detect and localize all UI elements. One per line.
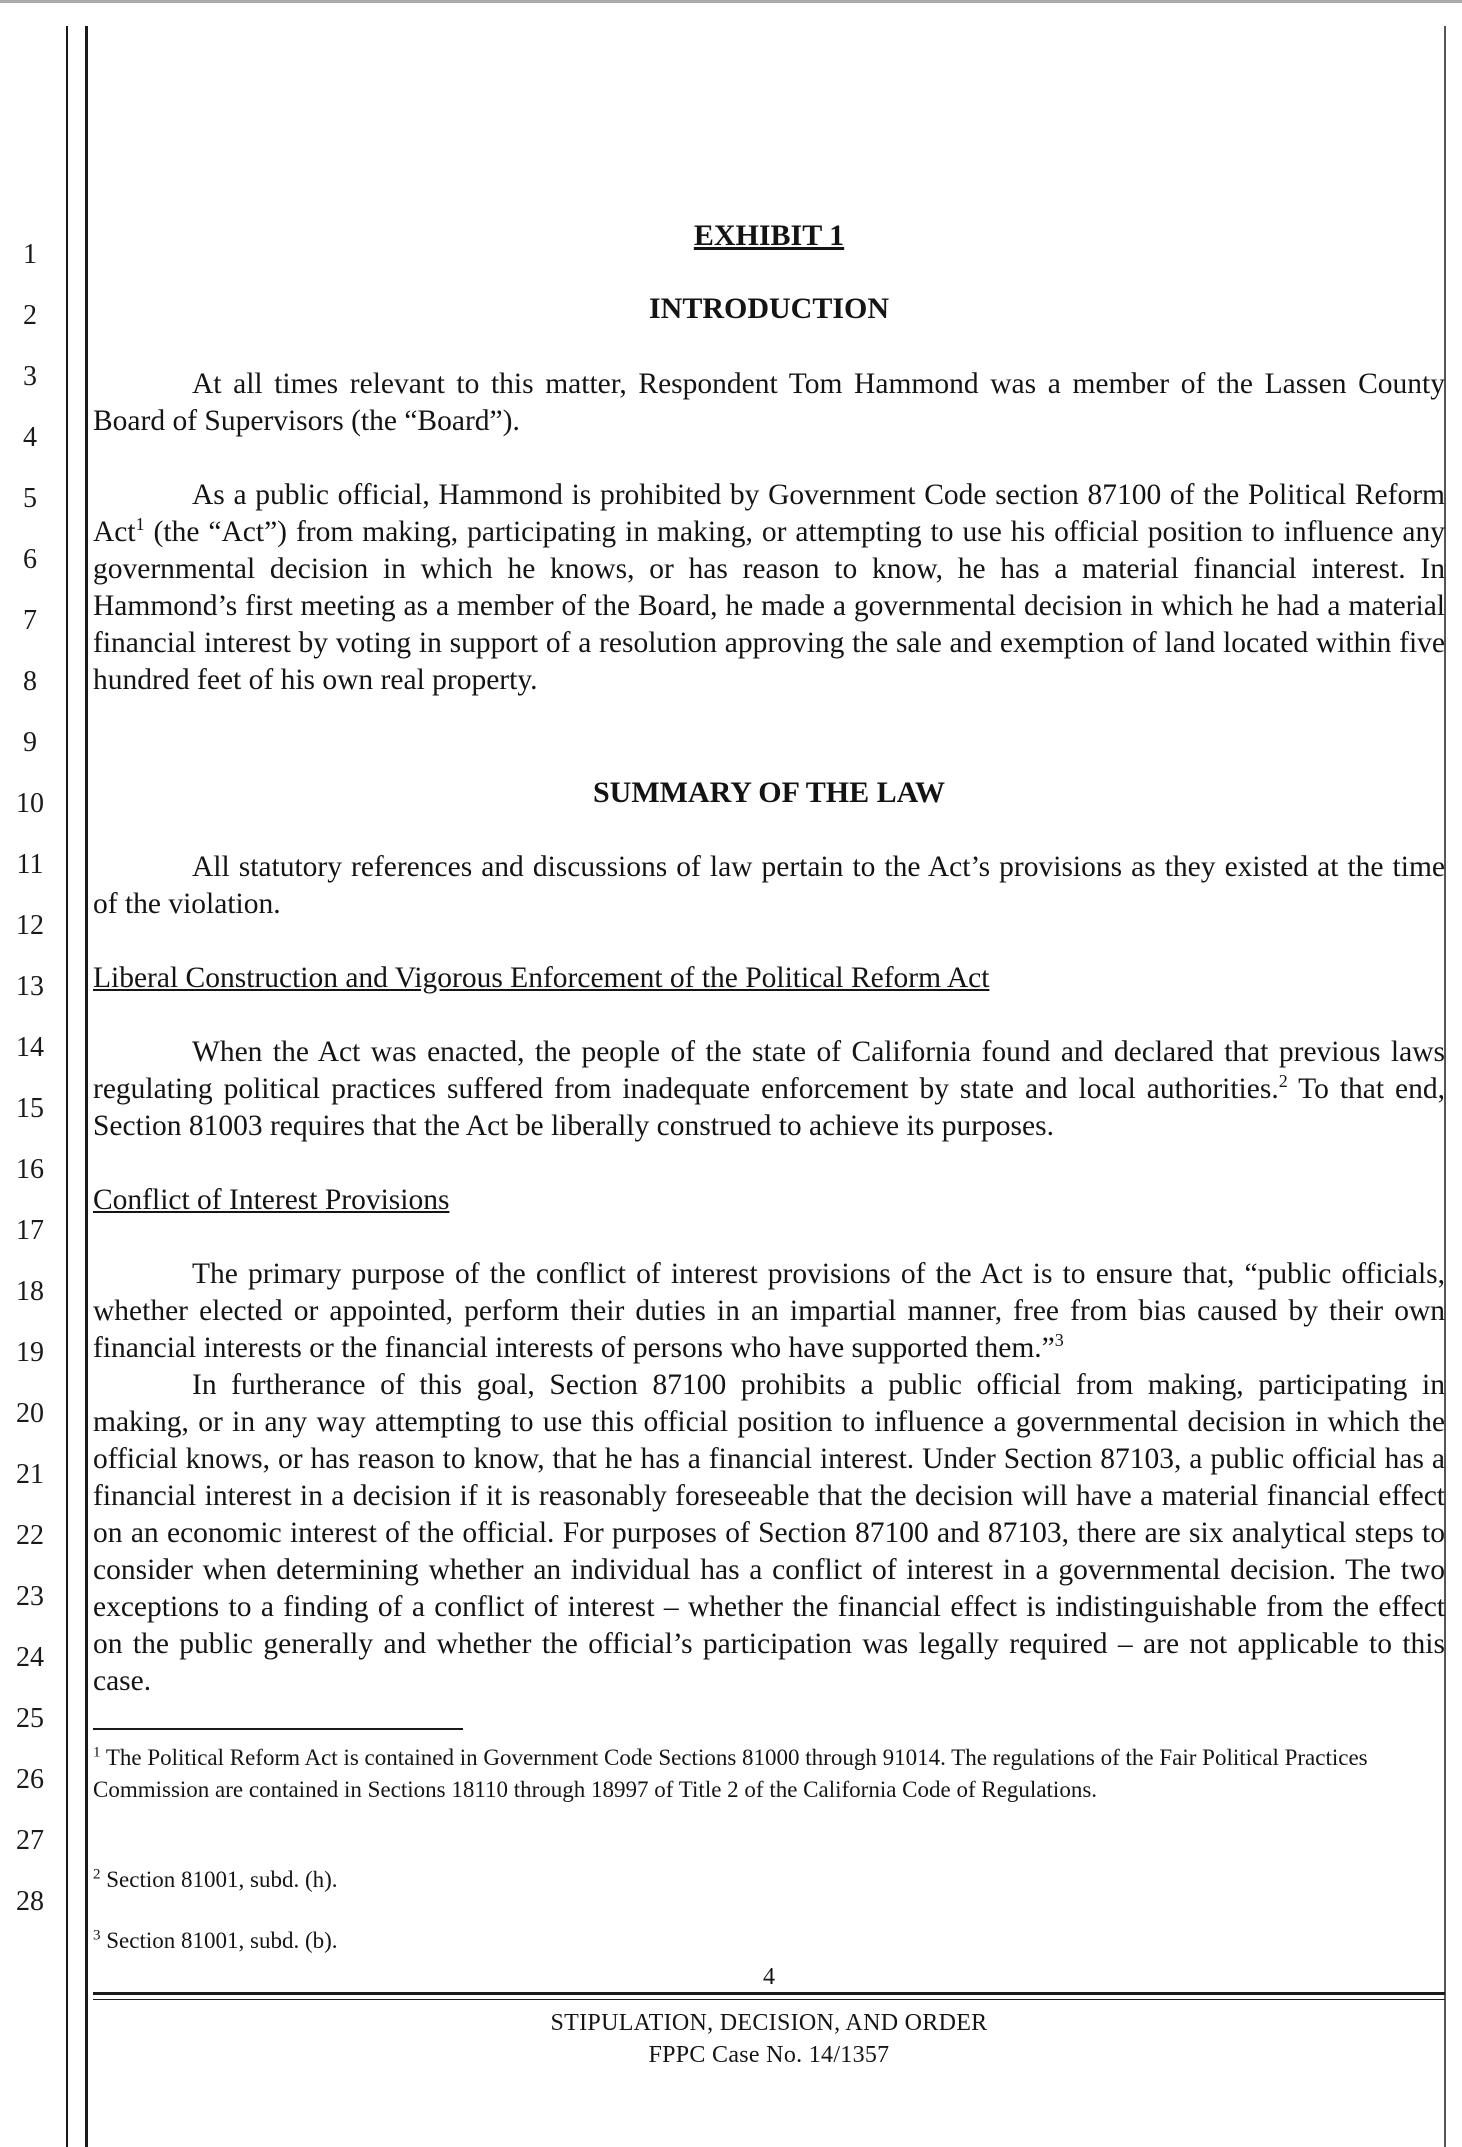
line-number: 8 [23, 666, 37, 697]
line-number-column [0, 0, 60, 2147]
line-number: 23 [16, 1581, 44, 1612]
line-number: 26 [16, 1764, 44, 1795]
line-number: 16 [16, 1154, 44, 1185]
top-edge-rule [0, 0, 1462, 3]
footnote-1: $^1$ The Political Reform Act is contained in Government Code Sections 81000 through 91014. The regulations of the Fair Political Practices Commission are contained in Sections 18110 through 18997 of Title 2 of the California Code of Regulations. [93, 1744, 1368, 1802]
footnote-2: $^2$ Section 81001, subd. (h). [93, 1866, 338, 1892]
line-number: 11 [16, 849, 44, 880]
subheading-liberal-construction: Liberal Construction and Vigorous Enforcement of the Political Reform Act [93, 962, 990, 994]
line-number: 25 [16, 1703, 44, 1734]
line-number: 17 [16, 1215, 44, 1246]
footnote-separator [93, 1728, 463, 1730]
line-number: 6 [23, 544, 37, 575]
line-number: 7 [23, 605, 37, 636]
line-number: 28 [16, 1886, 44, 1917]
introduction-paragraph-1: At all times relevant to this matter, Respondent Tom Hammond was a member of the Lassen County Board of Supervisors (the “Board”). [93, 368, 1445, 437]
line-number: 2 [23, 300, 37, 331]
line-number: 13 [16, 971, 44, 1002]
line-number: 10 [16, 788, 44, 819]
page-number: 4 [763, 1964, 775, 1990]
summary-paragraph-4: In furtherance of this goal, Section 87100 prohibits a public official from making, participating in making, or in any way attempting to use this official position to influence a governmental decision in which the official knows, or has reason to know, that he has a financial interest. Under Section 87103, a public official has a financial interest in a decision if it is reasonably foreseeable that the decision will have a material financial effect on an economic interest of the official. For purposes of Section 87100 and 87103, there are six analytical steps to consider when determining whether an individual has a conflict of interest in a governmental decision. The two exceptions to a finding of a conflict of interest – whether the financial effect is indistinguishable from the effect on the public generally and whether the official’s participation was legally required – are not applicable to this case. [93, 1369, 1445, 1697]
summary-paragraph-1: All statutory references and discussions of law pertain to the Act’s provisions as they existed at the time of the violation. [93, 851, 1445, 920]
line-number: 1 [23, 239, 37, 270]
footer-rule-thin [93, 1999, 1445, 2000]
left-margin-rule-inner [85, 26, 88, 2147]
footer-rule-thick [93, 1992, 1445, 1995]
left-margin-rule-outer [66, 26, 68, 2147]
line-number: 12 [16, 910, 44, 941]
line-number: 27 [16, 1825, 44, 1856]
footnote-ref-3: 3 [1054, 1330, 1064, 1351]
footer-title: STIPULATION, DECISION, AND ORDER [550, 2010, 988, 2036]
footnote-ref-2: 2 [1278, 1071, 1288, 1092]
exhibit-title: EXHIBIT 1 [693, 219, 845, 252]
line-number: 14 [16, 1032, 44, 1063]
line-number: 21 [16, 1459, 44, 1490]
line-number: 18 [16, 1276, 44, 1307]
footnote-3: $^3$ Section 81001, subd. (b). [93, 1927, 338, 1953]
line-number: 3 [23, 361, 37, 392]
line-number: 24 [16, 1642, 44, 1673]
summary-paragraph-3: The primary purpose of the conflict of interest provisions of the Act is to ensure that, “public officials, whether elected or appointed, perform their duties in an impartial manner, free from bias caused by their own financial interests or the financial interests of persons who have supported them.”$^3$ [93, 1258, 1445, 1364]
footnote-ref-1: 1 [135, 514, 145, 535]
subheading-conflict-of-interest: Conflict of Interest Provisions [93, 1184, 450, 1216]
line-number: 19 [16, 1337, 44, 1368]
line-number: 15 [16, 1093, 44, 1124]
summary-heading: SUMMARY OF THE LAW [592, 776, 946, 809]
summary-paragraph-2: When the Act was enacted, the people of the state of California found and declared that previous laws regulating political practices suffered from inadequate enforcement by state and local authorities.$^2$ To that end, Section 81003 requires that the Act be liberally construed to achieve its purposes. [93, 1036, 1445, 1142]
footer-case-number: FPPC Case No. 14/1357 [648, 2042, 890, 2068]
line-number: 20 [16, 1398, 44, 1429]
line-number: 5 [23, 483, 37, 514]
line-number: 22 [16, 1520, 44, 1551]
introduction-heading: INTRODUCTION [648, 292, 890, 325]
line-number: 4 [23, 422, 37, 453]
introduction-paragraph-2: As a public official, Hammond is prohibited by Government Code section 87100 of the Political Reform Act$^1$ (the “Act”) from making, participating in making, or attempting to use his official position to influence any governmental decision in which he knows, or has reason to know, he has a material financial interest. In Hammond’s first meeting as a member of the Board, he made a governmental decision in which he had a material financial interest by voting in support of a resolution approving the sale and exemption of land located within five hundred feet of his own real property. [93, 479, 1445, 696]
line-number: 9 [23, 727, 37, 758]
